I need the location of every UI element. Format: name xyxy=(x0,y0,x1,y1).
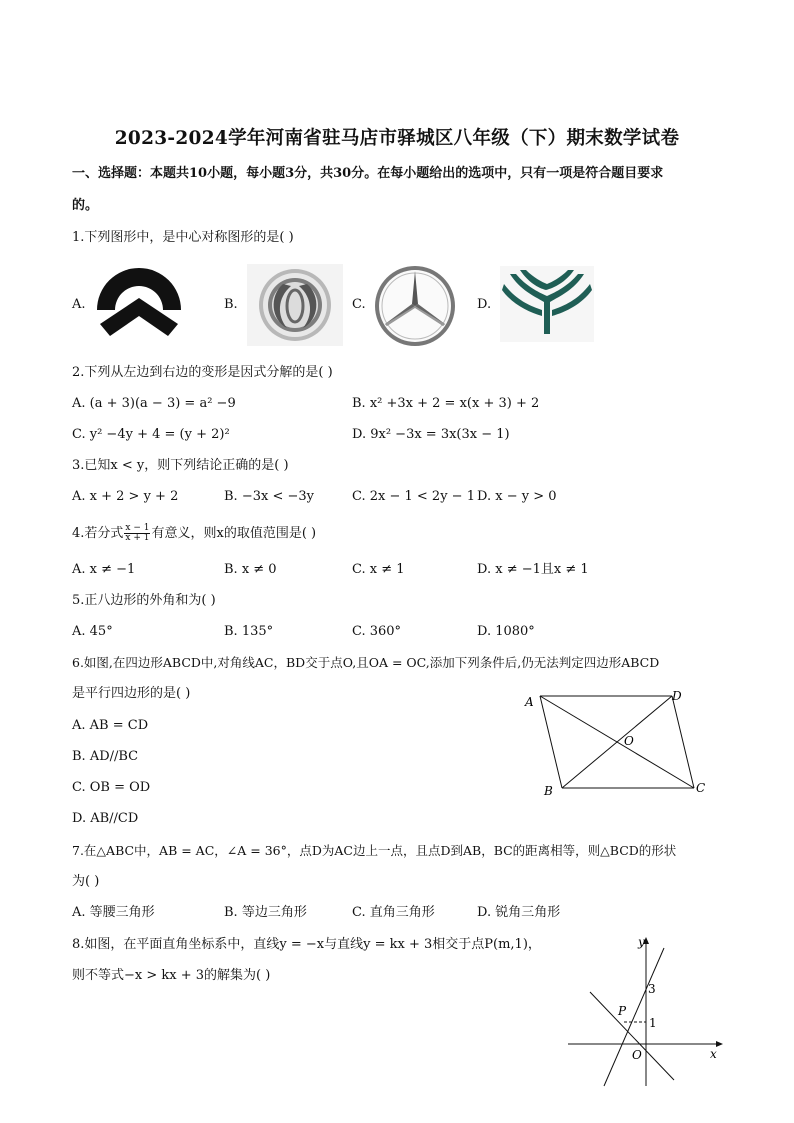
logo-c-icon xyxy=(373,264,457,352)
page-title: 2023-2024学年河南省驻马店市驿城区八年级（下）期末数学试卷 xyxy=(114,128,680,149)
q7-stem-line1: 7.在△ABC中，AB = AC，∠A = 36°，点D为AC边上一点，且点D到AB，BC的距离相等，则△BCD的形状 xyxy=(72,843,677,858)
q8-label-3: 3 xyxy=(648,982,656,996)
q2-option-a: A. (a + 3)(a − 3) = a² −9 xyxy=(72,396,236,411)
q4-fraction-numerator: x − 1 xyxy=(125,523,150,533)
q6-label-d: D xyxy=(672,689,682,703)
q8-stem-line1: 8.如图，在平面直角坐标系中，直线y = −x与直线y = kx + 3相交于点P(m,1)， xyxy=(72,937,541,952)
q8-label-o: O xyxy=(632,1048,642,1062)
q8-label-1: 1 xyxy=(649,1016,657,1030)
q4-stem xyxy=(72,524,316,543)
q8-label-x: x xyxy=(710,1047,717,1061)
q6-edge-ab xyxy=(540,696,562,788)
q6-diagonal-bd xyxy=(562,696,672,788)
q3-option-b: B. −3x < −3y xyxy=(224,489,314,504)
q6-option-b: B. AD//BC xyxy=(72,749,139,764)
q5-option-a: A. 45° xyxy=(72,624,113,639)
q6-label-b: B xyxy=(544,784,553,798)
q6-figure xyxy=(520,684,720,804)
q2-stem: 2.下列从左边到右边的变形是因式分解的是( ) xyxy=(72,365,333,380)
q3-option-d: D. x − y > 0 xyxy=(477,489,557,504)
logo-b-icon xyxy=(247,264,343,350)
q5-option-d: D. 1080° xyxy=(477,624,535,639)
q5-option-b: B. 135° xyxy=(224,624,274,639)
q6-label-c: C xyxy=(696,781,706,795)
q6-option-d: D. AB//CD xyxy=(72,811,139,826)
q4-stem-pre: 4.若分式 xyxy=(72,526,124,541)
q4-option-a: A. x ≠ −1 xyxy=(72,562,136,577)
q5-stem: 5.正八边形的外角和为( ) xyxy=(72,593,216,608)
section-heading-line2: 的。 xyxy=(72,198,99,213)
q8-figure xyxy=(560,932,730,1096)
q8-label-p: P xyxy=(618,1004,627,1018)
logo-a-icon xyxy=(94,264,184,350)
q4-stem-post: 有意义，则x的取值范围是( ) xyxy=(151,526,317,541)
q1-option-a-label: A. xyxy=(72,297,86,312)
q6-label-a: A xyxy=(525,695,534,709)
q8-line-neg-x xyxy=(590,992,674,1080)
q3-option-a: A. x + 2 > y + 2 xyxy=(72,489,179,504)
q5-option-c: C. 360° xyxy=(352,624,402,639)
q1-stem: 1.下列图形中，是中心对称图形的是( ) xyxy=(72,230,294,245)
q4-fraction-denominator: x + 1 xyxy=(125,533,150,543)
q7-stem-line2: 为( ) xyxy=(72,874,100,889)
q2-option-d: D. 9x² −3x = 3x(3x − 1) xyxy=(352,427,510,442)
logo-d-icon xyxy=(500,266,594,346)
q4-option-d: D. x ≠ −1且x ≠ 1 xyxy=(477,562,589,577)
q6-edge-dc xyxy=(672,696,694,788)
q1-option-b-label: B. xyxy=(224,297,238,312)
q4-option-b: B. x ≠ 0 xyxy=(224,562,277,577)
q7-option-c: C. 直角三角形 xyxy=(352,905,435,920)
q4-fraction xyxy=(124,524,150,543)
q8-stem-line2: 则不等式−x > kx + 3的解集为( ) xyxy=(72,968,271,983)
q1-option-c-label: C. xyxy=(352,297,366,312)
q6-label-o: O xyxy=(624,734,634,748)
q6-stem-line2: 是平行四边形的是( ) xyxy=(72,686,191,701)
q7-option-d: D. 锐角三角形 xyxy=(477,905,561,920)
q4-option-c: C. x ≠ 1 xyxy=(352,562,405,577)
q7-option-b: B. 等边三角形 xyxy=(224,905,307,920)
q6-option-c: C. OB = OD xyxy=(72,780,151,795)
q7-option-a: A. 等腰三角形 xyxy=(72,905,155,920)
q6-option-a: A. AB = CD xyxy=(72,718,149,733)
q8-label-y: y xyxy=(638,935,645,949)
q2-option-c: C. y² −4y + 4 = (y + 2)² xyxy=(72,427,230,442)
section-heading-line1: 一、选择题：本题共10小题，每小题3分，共30分。在每小题给出的选项中，只有一项是符合题目要求 xyxy=(72,166,664,181)
q3-stem: 3.已知x < y，则下列结论正确的是( ) xyxy=(72,458,289,473)
q2-option-b: B. x² +3x + 2 = x(x + 3) + 2 xyxy=(352,396,540,411)
q6-stem-line1: 6.如图,在四边形ABCD中,对角线AC，BD交于点O,且OA = OC,添加下列条件后,仍无法判定四边形ABCD xyxy=(72,655,660,670)
q1-option-d-label: D. xyxy=(477,297,492,312)
q3-option-c: C. 2x − 1 < 2y − 1 xyxy=(352,489,475,504)
